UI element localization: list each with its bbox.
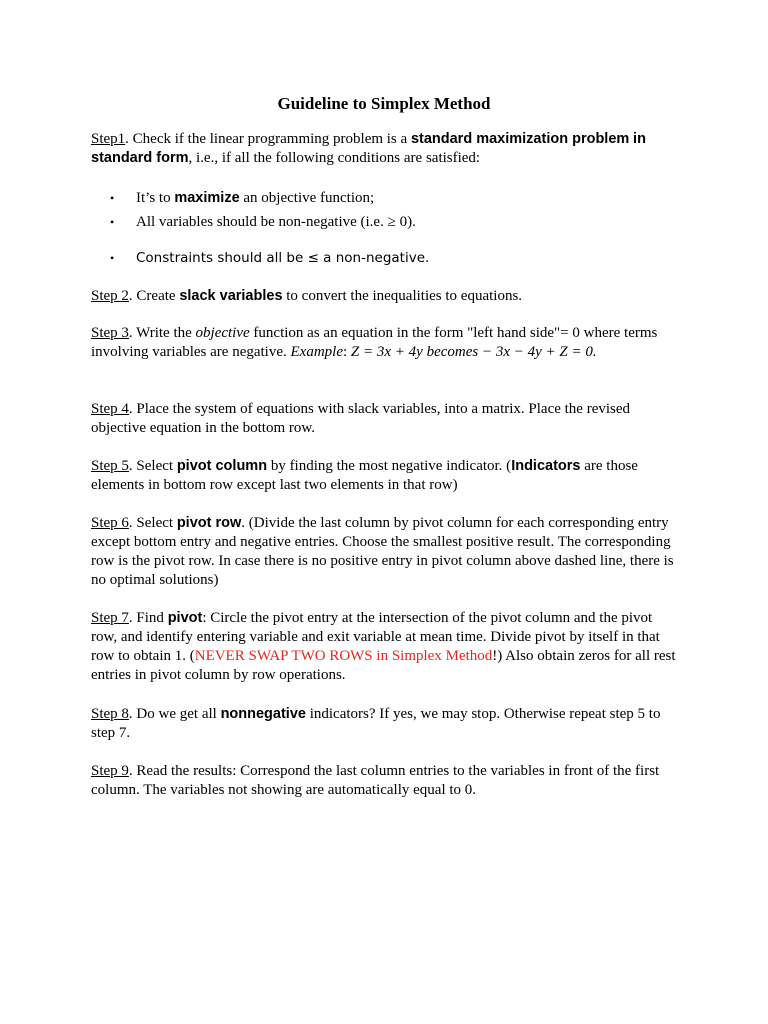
step-3-paragraph: [91, 324, 681, 362]
step-1-text-b: , i.e., if all the following conditions are satisfied:: [188, 150, 481, 166]
step-7-bold: pivot: [167, 610, 203, 626]
step-3-text-b: function as an equation in the form "left hand side"= 0 where terms involving variables are negative.: [91, 325, 658, 360]
bullet-text: Constraints should all be ≤ a non-negative.: [136, 250, 430, 266]
step-6-text-b: . (Divide the last column by pivot column for each corresponding entry except bottom entry and negative entries. Choose the smallest positive result. The corresponding row is the pivot row. In case there is no positive entry in pivot column above dashed line, there is no optimal solutions): [91, 515, 674, 588]
step-1-text-a: . Check if the linear programming problem is a: [125, 131, 411, 147]
step-1-label: Step1: [91, 131, 126, 147]
step-4-paragraph: [91, 400, 681, 438]
step-2-text-a: . Create: [128, 288, 180, 304]
bullet-1-text-b: an objective function;: [239, 190, 375, 206]
page-title: Guideline to Simplex Method: [277, 94, 491, 113]
step-6-text-a: . Select: [128, 515, 177, 531]
step-8-paragraph: [91, 705, 681, 743]
step-2-label: Step 2: [91, 288, 129, 304]
step-2-bold: slack variables: [179, 288, 283, 304]
step-6-label: Step 6: [91, 515, 129, 531]
step-8-text-a: . Do we get all: [128, 706, 221, 722]
bullet-icon: •: [110, 251, 115, 265]
step-5-text-b: by finding the most negative indicator. (: [267, 458, 512, 474]
step-3-italic-b: Example: [290, 344, 343, 360]
step-5-label: Step 5: [91, 458, 129, 474]
step-8-label: Step 8: [91, 706, 129, 722]
step-1-paragraph: [91, 130, 681, 168]
step-7-text-a: . Find: [128, 610, 168, 626]
bullet-text: All variables should be non-negative (i.e. ≥ 0).: [136, 214, 416, 230]
step-8-text-b: indicators? If yes, we may stop. Otherwise repeat step 5 to step 7.: [91, 706, 661, 741]
step-2-text-b: to convert the inequalities to equations.: [282, 288, 523, 304]
step-5-text-c: are those elements in bottom row except last two elements in that row): [91, 458, 638, 493]
step-9-paragraph: [91, 762, 681, 800]
bullet-1-text-a: It’s to: [136, 190, 175, 206]
step-8-bold: nonnegative: [220, 706, 306, 722]
step-3-text-c: :: [343, 344, 351, 360]
step-5-bold-a: pivot column: [176, 458, 268, 474]
step-1-bold-b: in standard form: [91, 131, 646, 166]
step-5-paragraph: [91, 457, 681, 495]
step-6-bold: pivot row: [176, 515, 242, 531]
bullet-icon: •: [110, 215, 115, 229]
bullet-1-bold: maximize: [174, 190, 240, 206]
step-7-label: Step 7: [91, 610, 129, 626]
step-3-text-a: . Write the: [128, 325, 196, 341]
step-5-bold-b: Indicators: [511, 458, 581, 474]
step-6-paragraph: [91, 514, 681, 590]
step-4-text: . Place the system of equations with slack variables, into a matrix. Place the revised objective equation in the bottom row.: [91, 401, 631, 436]
step-3-label: Step 3: [91, 325, 129, 341]
bullet-icon: •: [110, 191, 115, 205]
bullet-text: [136, 189, 374, 208]
step-7-text-b: : Circle the pivot entry at the intersection of the pivot column and the pivot row, and identify entering variable and exit variable at mean time. Divide pivot by itself in that row to obtain 1. (: [91, 610, 660, 664]
step-7-paragraph: [91, 609, 681, 685]
step-2-paragraph: [91, 287, 681, 306]
step-9-label: Step 9: [91, 763, 129, 779]
step-4-label: Step 4: [91, 401, 129, 417]
step-9-text: . Read the results: Correspond the last column entries to the variables in front of the first column. The variables not showing are automatically equal to 0.: [91, 763, 660, 798]
step-3-italic-a: objective: [195, 325, 250, 341]
step-7-text-c: !) Also obtain zeros for all rest entries in pivot column by row operations.: [91, 648, 676, 683]
step-5-text-a: . Select: [128, 458, 177, 474]
step-1-bold-a: standard maximization problem: [410, 131, 630, 147]
step-7-warning: NEVER SWAP TWO ROWS in Simplex Method: [194, 648, 493, 664]
step-3-example-equation: Z = 3x + 4y becomes − 3x − 4y + Z = 0.: [350, 344, 597, 360]
